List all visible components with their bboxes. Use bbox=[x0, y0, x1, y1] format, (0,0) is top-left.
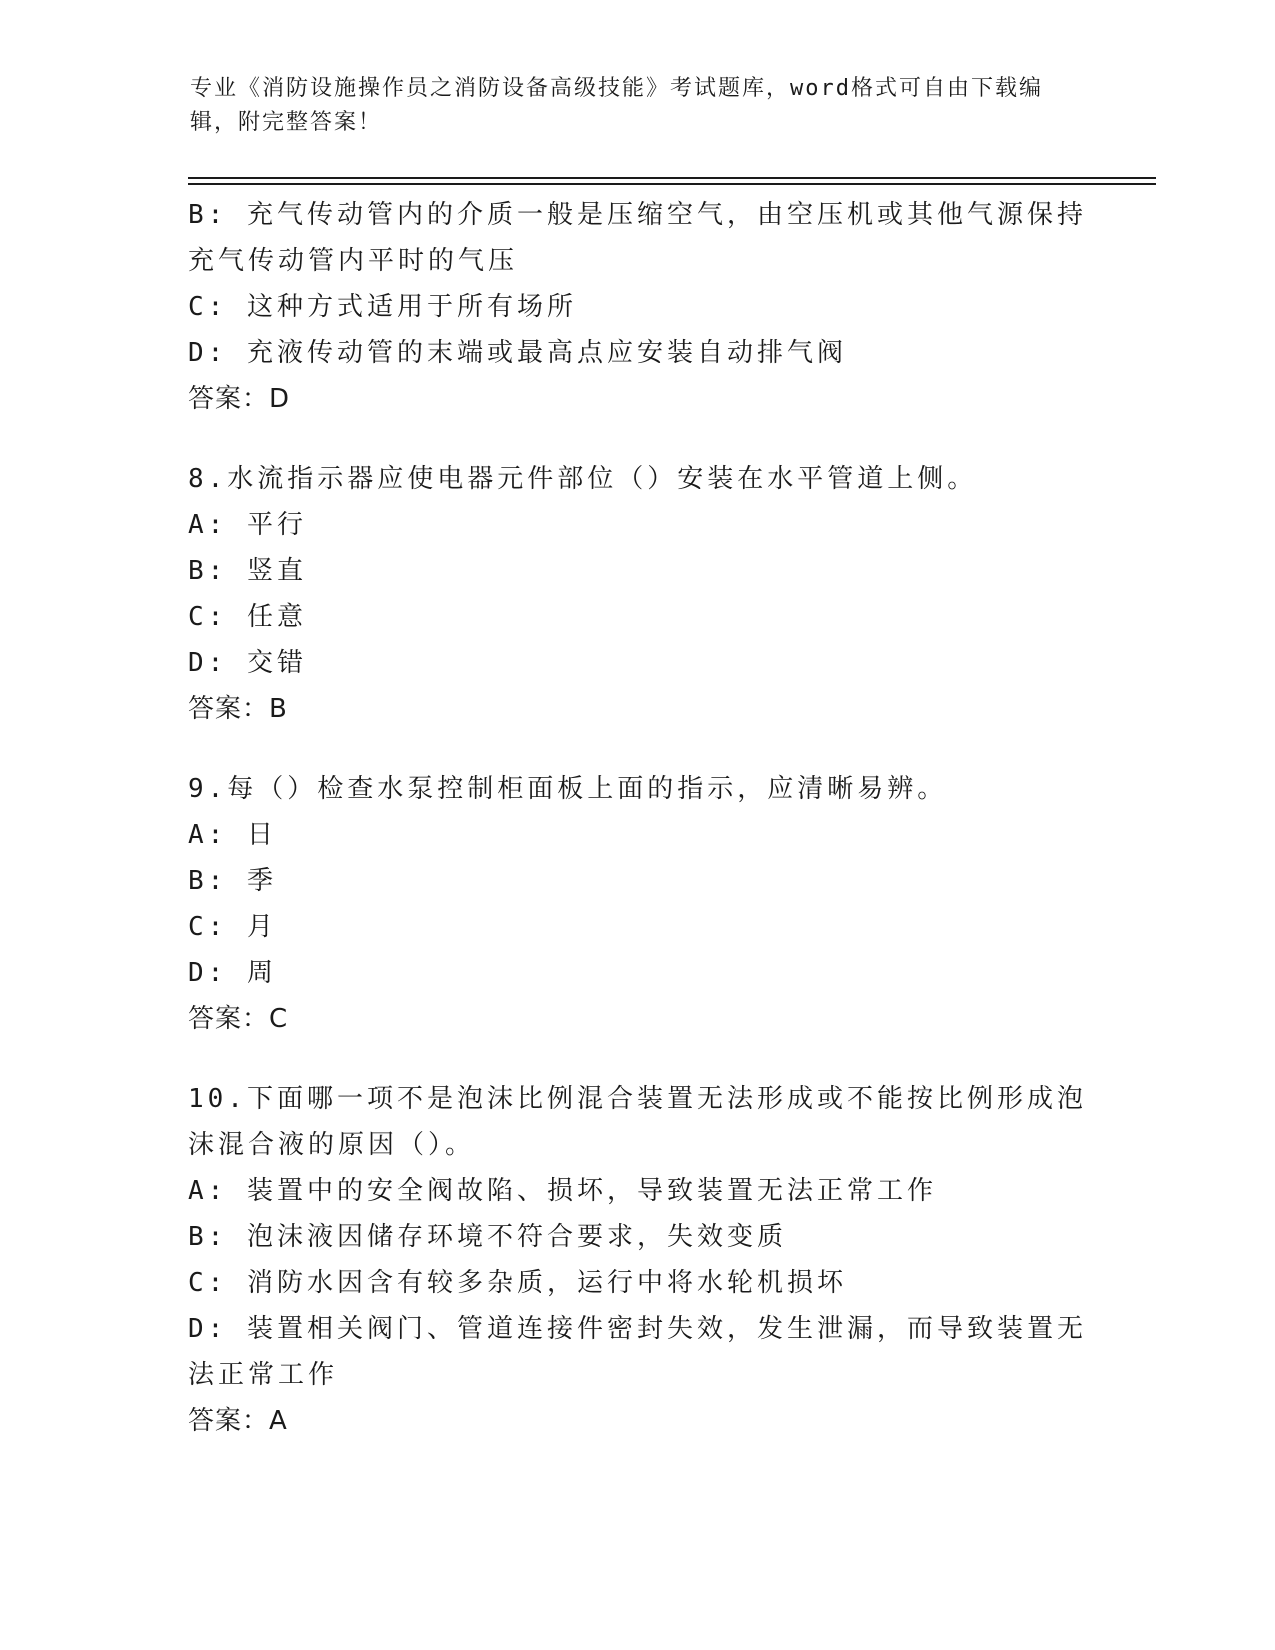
question-stem: 9.每（）检查水泵控制柜面板上面的指示，应清晰易辨。 bbox=[188, 774, 948, 804]
option-a: A: 平行 bbox=[188, 510, 307, 540]
option-a: A: 日 bbox=[188, 820, 277, 850]
answer: 答案：C bbox=[188, 1004, 289, 1034]
question-stem: 8.水流指示器应使电器元件部位（）安装在水平管道上侧。 bbox=[188, 464, 978, 494]
question-stem: 10.下面哪一项不是泡沫比例混合装置无法形成或不能按比例形成泡沫混合液的原因（）。 bbox=[188, 1084, 1087, 1160]
option-d: D: 充液传动管的末端或最高点应安装自动排气阀 bbox=[188, 338, 847, 368]
option-b: B: 泡沫液因储存环境不符合要求，失效变质 bbox=[188, 1222, 787, 1252]
option-d: D: 周 bbox=[188, 958, 277, 988]
option-d: D: 交错 bbox=[188, 648, 307, 678]
header-divider-top bbox=[188, 177, 1156, 179]
option-c: C: 任意 bbox=[188, 602, 307, 632]
document-header: 专业《消防设施操作员之消防设备高级技能》考试题库，word格式可自由下载编辑，附完整答案！ bbox=[190, 76, 1043, 135]
option-c: C: 消防水因含有较多杂质，运行中将水轮机损坏 bbox=[188, 1268, 847, 1298]
answer: 答案：B bbox=[188, 694, 288, 724]
question-content bbox=[188, 192, 1088, 1444]
answer: 答案：D bbox=[188, 384, 291, 414]
option-c: C: 月 bbox=[188, 912, 277, 942]
option-b: B: 季 bbox=[188, 866, 277, 896]
option-b: B: 竖直 bbox=[188, 556, 307, 586]
question-9 bbox=[188, 766, 1088, 1042]
option-b: B: 充气传动管内的介质一般是压缩空气，由空压机或其他气源保持充气传动管内平时的气压 bbox=[188, 200, 1087, 276]
question-7-tail bbox=[188, 192, 1088, 422]
option-d: D: 装置相关阀门、管道连接件密封失效，发生泄漏，而导致装置无法正常工作 bbox=[188, 1314, 1087, 1390]
option-a: A: 装置中的安全阀故陷、损坏，导致装置无法正常工作 bbox=[188, 1176, 937, 1206]
question-8 bbox=[188, 456, 1088, 732]
question-10 bbox=[188, 1076, 1088, 1444]
answer: 答案：A bbox=[188, 1406, 288, 1436]
option-c: C: 这种方式适用于所有场所 bbox=[188, 292, 577, 322]
header-divider-bottom bbox=[188, 183, 1156, 185]
